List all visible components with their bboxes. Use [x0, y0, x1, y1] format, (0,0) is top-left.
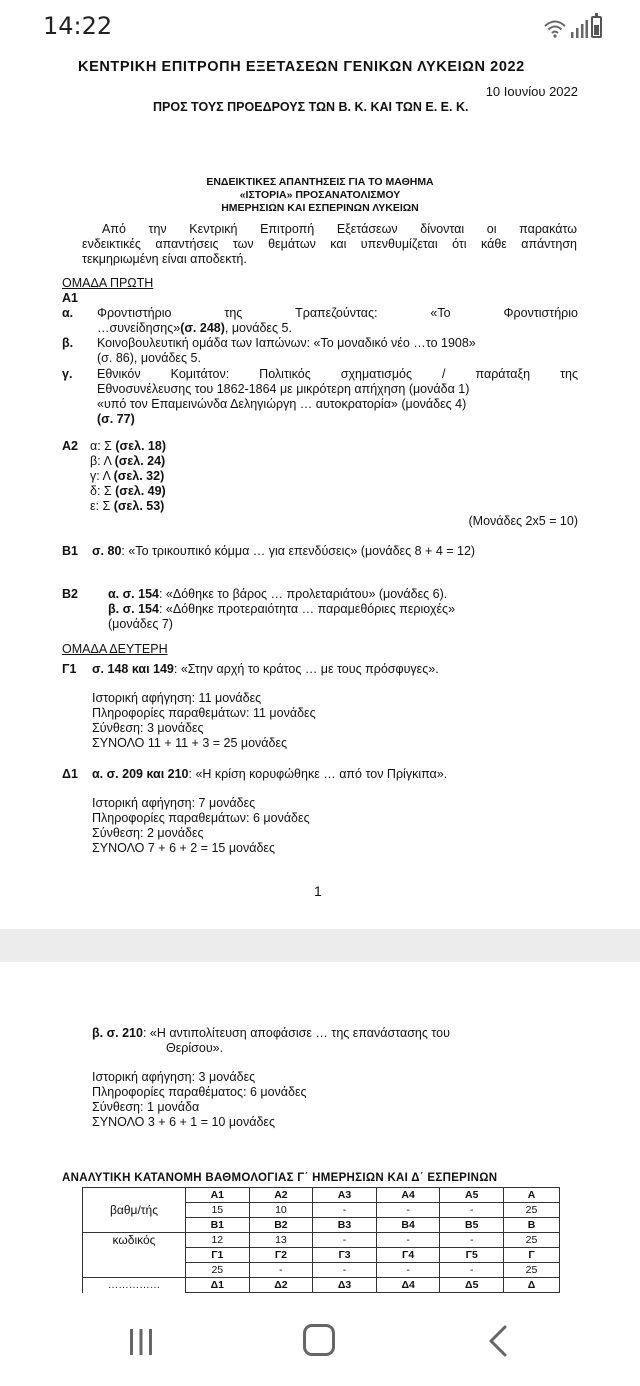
table-cell: Δ4: [376, 1278, 440, 1293]
a1-item-b-line-2: (σ. 86), μονάδες 5.: [97, 351, 201, 365]
table-row: [83, 1278, 560, 1293]
a2-item-b-ref: (σελ. 24): [114, 454, 166, 468]
table-cell: -: [440, 1263, 504, 1278]
table-cell: Δ2: [249, 1278, 313, 1293]
d1b-score-1: Ιστορική αφήγηση: 3 μονάδες: [92, 1070, 256, 1084]
a1-item-b-letter: β.: [62, 336, 74, 350]
a1-item-a-points: , μονάδες 5.: [224, 321, 292, 335]
table-cell: -: [249, 1263, 313, 1278]
a2-item-b: [90, 454, 165, 469]
table-cell: Δ3: [313, 1278, 377, 1293]
table-cell: Β2: [249, 1218, 313, 1233]
table-cell: Γ3: [313, 1248, 377, 1263]
a2-item-e: [90, 499, 164, 514]
a2-item-d: [90, 484, 166, 499]
a2-item-d-ref: (σελ. 49): [115, 484, 166, 498]
d1-ref: α. σ. 209 και 210: [92, 767, 189, 781]
table-cell: -: [376, 1233, 440, 1248]
table-cell: -: [313, 1263, 377, 1278]
table-cell: Α4: [376, 1188, 440, 1203]
table-cell: Β3: [313, 1218, 377, 1233]
table-row: [83, 1248, 560, 1263]
b2-a-ref: α. σ. 154: [108, 587, 159, 601]
table-cell: -: [376, 1263, 440, 1278]
heading-line-1: ΕΝΔΕΙΚΤΙΚΕΣ ΑΠΑΝΤΗΣΕΙΣ ΓΙΑ ΤΟ ΜΑΘΗΜΑ: [206, 176, 434, 188]
table-row: [83, 1233, 560, 1248]
a2-item-d-answer: δ: Σ: [90, 484, 116, 498]
table-cell: Β5: [440, 1218, 504, 1233]
b2-b-text: : «Δόθηκε προτεραιότητα … παραμεθόριες περιοχές»: [158, 602, 456, 616]
intro-line-3: τεκμηριωμένη είναι αποδεκτή.: [82, 252, 247, 266]
table-cell: 25: [186, 1263, 250, 1278]
table-cell: -: [440, 1233, 504, 1248]
navigation-bar: [0, 1302, 640, 1386]
page-number: 1: [314, 883, 322, 899]
b1-label: Β1: [62, 544, 78, 558]
table-cell: Β: [504, 1218, 560, 1233]
d1-label: Δ1: [62, 767, 78, 781]
a1-item-a-ref: (σ. 248): [180, 321, 225, 335]
b2-a-text: : «Δόθηκε το βάρος … προλεταριάτου» (μονάδες 6).: [158, 587, 448, 601]
g1-score-3: Σύνθεση: 3 μονάδες: [92, 721, 204, 735]
home-icon[interactable]: [303, 1324, 335, 1356]
heading-line-2: «ΙΣΤΟΡΙΑ» ΠΡΟΣΑΝΑΤΟΛΙΣΜΟΥ: [239, 189, 401, 201]
status-bar: [0, 0, 640, 54]
group-1-heading: ΟΜΑΔΑ ΠΡΩΤΗ: [62, 276, 154, 290]
d1b-ref: β. σ. 210: [92, 1026, 143, 1040]
d1b-line-2: Θερίσου».: [166, 1041, 224, 1055]
a2-total: (Μονάδες 2x5 = 10): [468, 514, 578, 528]
a1-label: Α1: [62, 291, 78, 305]
d1-score-2: Πληροφορίες παραθεμάτων: 6 μονάδες: [92, 811, 310, 825]
a2-item-a: [90, 439, 166, 454]
battery-icon: [591, 16, 602, 38]
a1-item-c-line-2: Εθνοσυνέλευσης του 1862-1864 με μικρότερη απήχηση (μονάδα 1): [97, 382, 470, 396]
b2-line-2: [108, 602, 455, 617]
table-cell: Γ2: [249, 1248, 313, 1263]
a2-item-c: [90, 469, 164, 484]
b1-answer: [92, 544, 475, 559]
table-cell: Γ5: [440, 1248, 504, 1263]
table-cell: Δ5: [440, 1278, 504, 1293]
d1b-score-3: Σύνθεση: 1 μονάδα: [92, 1100, 200, 1114]
g1-text: : «Στην αρχή το κράτος … με τους πρόσφυγες».: [173, 662, 439, 676]
d1b-text: : «Η αντιπολίτευση αποφάσισε … της επανάστασης του: [142, 1026, 450, 1040]
d1b-line-1: [92, 1026, 450, 1041]
b2-line-1: [108, 587, 447, 602]
recent-apps-icon[interactable]: [126, 1327, 156, 1357]
table-cell: Α3: [313, 1188, 377, 1203]
table-cell: Β1: [186, 1218, 250, 1233]
table-cell: 13: [249, 1233, 313, 1248]
a1-item-a-letter: α.: [62, 306, 74, 320]
d1b-score-total: ΣΥΝΟΛΟ 3 + 6 + 1 = 10 μονάδες: [92, 1115, 276, 1129]
a1-item-a-quote-end: …συνείδησης»: [97, 321, 181, 335]
g1-answer: [92, 662, 439, 677]
wifi-icon: [543, 18, 567, 38]
table-cell: Α5: [440, 1188, 504, 1203]
a2-item-b-answer: β: Λ: [90, 454, 115, 468]
a1-item-c-line-3: «υπό τον Επαμεινώνδα Δεληγιώργη … αυτοκρατορία» (μονάδες 4): [97, 397, 467, 411]
table-cell: -: [313, 1203, 377, 1218]
a2-item-a-answer: α: Σ: [90, 439, 116, 453]
b2-label: Β2: [62, 587, 78, 601]
table-cell: 25: [504, 1203, 560, 1218]
a1-item-a-line-2: [97, 321, 292, 336]
table-cell: Α1: [186, 1188, 250, 1203]
a2-label: Α2: [62, 439, 78, 453]
table-cell: -: [313, 1233, 377, 1248]
g1-ref: σ. 148 και 149: [92, 662, 174, 676]
table-cell: -: [376, 1203, 440, 1218]
d1-text: : «Η κρίση κορυφώθηκε … από τον Πρίγκιπα».: [188, 767, 448, 781]
document-title: ΚΕΝΤΡΙΚΗ ΕΠΙΤΡΟΠΗ ΕΞΕΤΑΣΕΩΝ ΓΕΝΙΚΩΝ ΛΥΚΕΙΩΝ 2022: [78, 59, 525, 75]
table-row: [83, 1203, 560, 1218]
b2-b-ref: β. σ. 154: [108, 602, 159, 616]
a2-item-e-ref: (σελ. 53): [113, 499, 165, 513]
g1-score-2: Πληροφορίες παραθεμάτων: 11 μονάδες: [92, 706, 316, 720]
page-separator: [0, 929, 640, 962]
d1-score-1: Ιστορική αφήγηση: 7 μονάδες: [92, 796, 256, 810]
table-cell: Β4: [376, 1218, 440, 1233]
table-row-label: βαθμ/τής: [83, 1203, 186, 1218]
a1-item-c-letter: γ.: [62, 367, 73, 381]
a2-item-a-ref: (σελ. 18): [115, 439, 166, 453]
document-recipients: ΠΡΟΣ ΤΟΥΣ ΠΡΟΕΔΡΟΥΣ ΤΩΝ Β. Κ. ΚΑΙ ΤΩΝ Ε. Ε. Κ.: [153, 100, 469, 114]
table-row: [83, 1188, 560, 1203]
d1-answer: [92, 767, 447, 782]
back-icon[interactable]: [486, 1324, 510, 1358]
a2-item-c-ref: (σελ. 32): [113, 469, 165, 483]
document-date: 10 Ιουνίου 2022: [485, 84, 578, 99]
g1-label: Γ1: [62, 662, 77, 676]
heading-line-3: ΗΜΕΡΗΣΙΩΝ ΚΑΙ ΕΣΠΕΡΙΝΩΝ ΛΥΚΕΙΩΝ: [221, 202, 419, 214]
intro-line-1: Από την Κεντρική Επιτροπή Εξετάσεων δίνονται οι παρακάτω: [102, 222, 577, 236]
table-cell: 10: [249, 1203, 313, 1218]
a2-item-c-answer: γ: Λ: [90, 469, 114, 483]
b1-text: : «Το τρικουπικό κόμμα … για επενδύσεις» (μονάδες 8 + 4 = 12): [121, 544, 476, 558]
table-cell: Δ: [504, 1278, 560, 1293]
table-row-label: [83, 1188, 186, 1203]
table-row-label: [83, 1218, 186, 1233]
table-title: ΑΝΑΛΥΤΙΚΗ ΚΑΤΑΝΟΜΗ ΒΑΘΜΟΛΟΓΙΑΣ Γ΄ ΗΜΕΡΗΣΙΩΝ ΚΑΙ Δ΄ ΕΣΠΕΡΙΝΩΝ: [62, 1172, 498, 1184]
table-cell: 12: [186, 1233, 250, 1248]
a1-item-c-line-1: Εθνικόν Κομιτάτον: Πολιτικός σχηματισμός / παράταξη της: [97, 367, 578, 381]
group-2-heading: ΟΜΑΔΑ ΔΕΥΤΕΡΗ: [62, 642, 168, 656]
table-cell: Δ1: [186, 1278, 250, 1293]
table-row: [83, 1218, 560, 1233]
table-row-label: κωδικός: [83, 1233, 186, 1248]
a1-item-b-line-1: Κοινοβουλευτική ομάδα των Ιαπώνων: «Το μοναδικό νέο …το 1908»: [97, 336, 476, 350]
table-cell: 15: [186, 1203, 250, 1218]
table-cell: Γ1: [186, 1248, 250, 1263]
g1-score-1: Ιστορική αφήγηση: 11 μονάδες: [92, 691, 262, 705]
table-row: [83, 1263, 560, 1278]
table-cell: -: [440, 1203, 504, 1218]
table-cell: Α2: [249, 1188, 313, 1203]
table-cell: 25: [504, 1233, 560, 1248]
a1-item-a-line-1: Φροντιστήριο της Τραπεζούντας: «Το Φροντιστήριο: [97, 306, 578, 320]
table-row-label: [83, 1248, 186, 1263]
table-cell: Γ: [504, 1248, 560, 1263]
d1-score-3: Σύνθεση: 2 μονάδες: [92, 826, 204, 840]
score-table: [82, 1187, 560, 1293]
d1b-score-2: Πληροφορίες παραθέματος: 6 μονάδες: [92, 1085, 307, 1099]
b2-line-3: (μονάδες 7): [108, 617, 173, 631]
table-row-label: ……………: [83, 1278, 186, 1293]
status-time: 14:22: [43, 12, 113, 40]
d1-score-total: ΣΥΝΟΛΟ 7 + 6 + 2 = 15 μονάδες: [92, 841, 276, 855]
status-icons: [543, 14, 602, 38]
b1-ref: σ. 80: [92, 544, 122, 558]
table-cell: 25: [504, 1263, 560, 1278]
table-cell: Α: [504, 1188, 560, 1203]
signal-icon: [570, 20, 588, 38]
g1-score-total: ΣΥΝΟΛΟ 11 + 11 + 3 = 25 μονάδες: [92, 736, 288, 750]
intro-line-2: ενδεικτικές απαντήσεις των θεμάτων και υπενθυμίζεται ότι κάθε απάντηση: [82, 237, 577, 251]
a2-item-e-answer: ε: Σ: [90, 499, 114, 513]
table-cell: Γ4: [376, 1248, 440, 1263]
table-row-label: [83, 1263, 186, 1278]
a1-item-c-line-4: (σ. 77): [97, 412, 135, 426]
